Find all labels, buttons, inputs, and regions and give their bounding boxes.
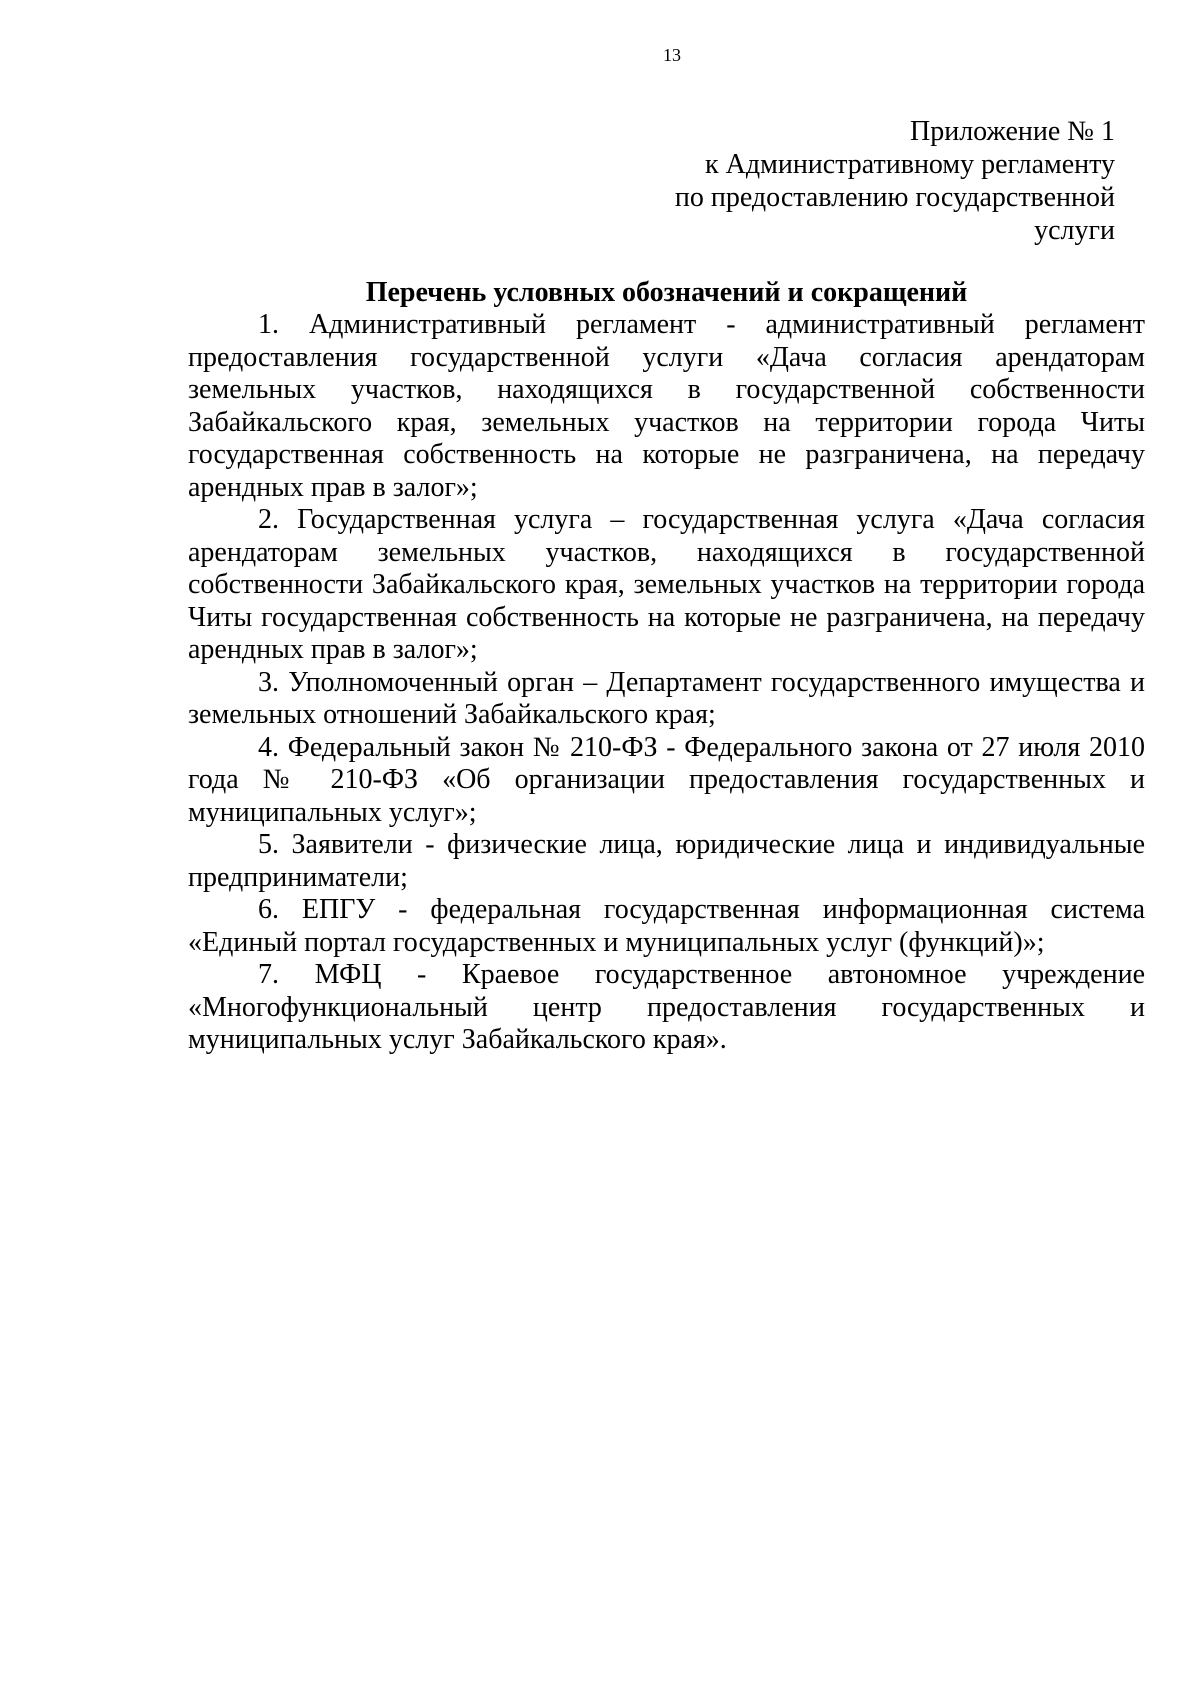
appendix-header: [415, 115, 1115, 247]
appendix-line: к Административному регламенту: [705, 149, 1115, 180]
list-item: 7. МФЦ - Краевое государственное автономное учреждение «Многофункциональный центр предоставления государственных и муниципальных услуг Забайкальского края».: [188, 959, 1145, 1055]
document-title: Перечень условных обозначений и сокращений: [365, 277, 968, 308]
list-item: 5. Заявители - физические лица, юридические лица и индивидуальные предприниматели;: [188, 829, 1145, 893]
appendix-line: по предоставлению государственной: [674, 182, 1115, 213]
appendix-line: услуги: [1034, 215, 1115, 246]
list-item: 6. ЕПГУ - федеральная государственная информационная система «Единый портал государственных и муниципальных услуг (функций)»;: [188, 894, 1145, 958]
list-item: 2. Государственная услуга – государственная услуга «Дача согласия арендаторам земельных участков, находящихся в государственной собственности Забайкальского края, земельных участков на территории города Читы государственная собственность на которые не разграничена, на передачу арендных прав в залог»;: [188, 504, 1145, 665]
list-item: 4. Федеральный закон № 210-ФЗ - Федерального закона от 27 июля 2010 года № 210-ФЗ «Об организации предоставления государственных и муниципальных услуг»;: [188, 731, 1145, 828]
list-item: 3. Уполномоченный орган – Департамент государственного имущества и земельных отношений Забайкальского края;: [188, 666, 1145, 730]
page-number: 13: [663, 45, 681, 65]
list-item: 1. Административный регламент - административный регламент предоставления государственной услуги «Дача согласия арендаторам земельных участков, находящихся в государственной собственности Забайкальского края, земельных участков на территории города Читы государственная собственность на которые не разграничена, на передачу арендных прав в залог»;: [188, 309, 1145, 503]
appendix-line: Приложение № 1: [910, 116, 1115, 147]
abbreviations-list: [188, 309, 1145, 1057]
